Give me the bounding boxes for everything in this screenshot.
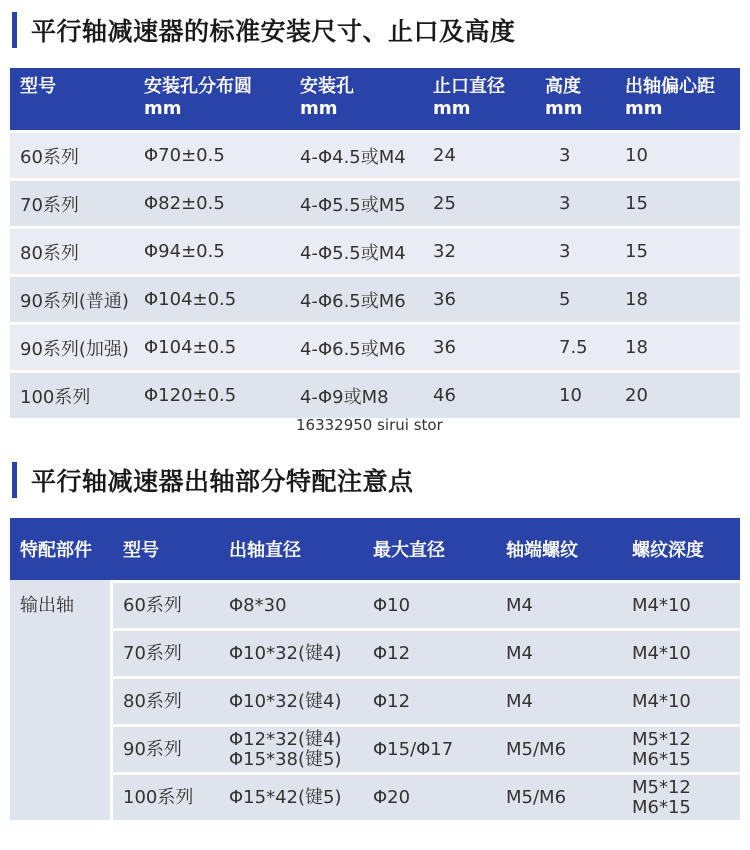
cell-height: 3 bbox=[535, 178, 615, 226]
table-row bbox=[10, 322, 740, 370]
cell-shaft: Φ10*32(键4) bbox=[219, 676, 363, 724]
cell-mount-hole: 4-Φ5.5或M5 bbox=[290, 178, 423, 226]
table-row bbox=[10, 370, 740, 418]
section1-title: 平行轴减速器的标准安装尺寸、止口及高度 bbox=[12, 12, 516, 48]
watermark-text: 16332950 sirui stor bbox=[296, 416, 443, 434]
cell-model: 90系列(普通) bbox=[10, 274, 134, 322]
output-shaft-table bbox=[10, 518, 740, 820]
cell-mount-hole: 4-Φ6.5或M6 bbox=[290, 274, 423, 322]
header-model: 型号 bbox=[10, 68, 134, 130]
cell-model: 80系列 bbox=[10, 226, 134, 274]
cell-part: 输出轴 bbox=[10, 580, 113, 820]
cell-model: 80系列 bbox=[113, 676, 219, 724]
table-row bbox=[10, 628, 740, 676]
cell-depth: M5*12 M6*15 bbox=[622, 724, 740, 772]
cell-model: 100系列 bbox=[10, 370, 134, 418]
cell-spigot: 32 bbox=[423, 226, 535, 274]
cell-height: 3 bbox=[535, 130, 615, 178]
cell-max: Φ10 bbox=[363, 580, 496, 628]
cell-max: Φ20 bbox=[363, 772, 496, 820]
cell-max: Φ15/Φ17 bbox=[363, 724, 496, 772]
cell-mount-hole: 4-Φ5.5或M4 bbox=[290, 226, 423, 274]
cell-thread: M4 bbox=[496, 676, 622, 724]
cell-model: 60系列 bbox=[10, 130, 134, 178]
header-part: 特配部件 bbox=[10, 518, 113, 580]
cell-eccentricity: 20 bbox=[615, 370, 740, 418]
cell-eccentricity: 15 bbox=[615, 178, 740, 226]
cell-mount-hole: 4-Φ9或M8 bbox=[290, 370, 423, 418]
table-row bbox=[10, 772, 740, 820]
cell-max: Φ12 bbox=[363, 676, 496, 724]
header-max-diameter: 最大直径 bbox=[363, 518, 496, 580]
cell-eccentricity: 18 bbox=[615, 274, 740, 322]
cell-thread: M4 bbox=[496, 628, 622, 676]
cell-hole-circle: Φ94±0.5 bbox=[134, 226, 290, 274]
header-thread-depth: 螺纹深度 bbox=[622, 518, 740, 580]
header-model: 型号 bbox=[113, 518, 219, 580]
header-thread: 轴端螺纹 bbox=[496, 518, 622, 580]
cell-spigot: 46 bbox=[423, 370, 535, 418]
cell-model: 90系列(加强) bbox=[10, 322, 134, 370]
table-row bbox=[10, 178, 740, 226]
cell-model: 90系列 bbox=[113, 724, 219, 772]
table-row bbox=[10, 676, 740, 724]
cell-spigot: 25 bbox=[423, 178, 535, 226]
cell-max: Φ12 bbox=[363, 628, 496, 676]
cell-depth: M4*10 bbox=[622, 676, 740, 724]
header-mount-hole: 安装孔 mm bbox=[290, 68, 423, 130]
header-hole-circle: 安装孔分布圆 mm bbox=[134, 68, 290, 130]
cell-depth: M5*12 M6*15 bbox=[622, 772, 740, 820]
header-shaft-diameter: 出轴直径 bbox=[219, 518, 363, 580]
cell-model: 60系列 bbox=[113, 580, 219, 628]
cell-mount-hole: 4-Φ6.5或M6 bbox=[290, 322, 423, 370]
cell-thread: M5/M6 bbox=[496, 724, 622, 772]
cell-model: 70系列 bbox=[10, 178, 134, 226]
cell-model: 70系列 bbox=[113, 628, 219, 676]
section2-title: 平行轴减速器出轴部分特配注意点 bbox=[12, 462, 414, 498]
cell-hole-circle: Φ104±0.5 bbox=[134, 322, 290, 370]
cell-depth: M4*10 bbox=[622, 580, 740, 628]
cell-shaft: Φ8*30 bbox=[219, 580, 363, 628]
header-spigot-diameter: 止口直径 mm bbox=[423, 68, 535, 130]
cell-mount-hole: 4-Φ4.5或M4 bbox=[290, 130, 423, 178]
cell-spigot: 36 bbox=[423, 274, 535, 322]
cell-eccentricity: 15 bbox=[615, 226, 740, 274]
cell-spigot: 24 bbox=[423, 130, 535, 178]
cell-height: 3 bbox=[535, 226, 615, 274]
cell-shaft: Φ10*32(键4) bbox=[219, 628, 363, 676]
cell-hole-circle: Φ120±0.5 bbox=[134, 370, 290, 418]
cell-hole-circle: Φ70±0.5 bbox=[134, 130, 290, 178]
table-header-row bbox=[10, 68, 740, 130]
table-row bbox=[10, 580, 740, 628]
cell-shaft: Φ15*42(键5) bbox=[219, 772, 363, 820]
cell-depth: M4*10 bbox=[622, 628, 740, 676]
cell-thread: M5/M6 bbox=[496, 772, 622, 820]
cell-eccentricity: 10 bbox=[615, 130, 740, 178]
table-row bbox=[10, 226, 740, 274]
cell-model: 100系列 bbox=[113, 772, 219, 820]
cell-height: 5 bbox=[535, 274, 615, 322]
cell-shaft: Φ12*32(键4) Φ15*38(键5) bbox=[219, 724, 363, 772]
cell-height: 7.5 bbox=[535, 322, 615, 370]
cell-hole-circle: Φ82±0.5 bbox=[134, 178, 290, 226]
cell-thread: M4 bbox=[496, 580, 622, 628]
header-height: 高度 mm bbox=[535, 68, 615, 130]
table-row bbox=[10, 130, 740, 178]
install-dimensions-table bbox=[10, 68, 740, 418]
cell-height: 10 bbox=[535, 370, 615, 418]
cell-hole-circle: Φ104±0.5 bbox=[134, 274, 290, 322]
table-row bbox=[10, 274, 740, 322]
table-header-row bbox=[10, 518, 740, 580]
header-eccentricity: 出轴偏心距 mm bbox=[615, 68, 740, 130]
cell-eccentricity: 18 bbox=[615, 322, 740, 370]
cell-spigot: 36 bbox=[423, 322, 535, 370]
table-row bbox=[10, 724, 740, 772]
